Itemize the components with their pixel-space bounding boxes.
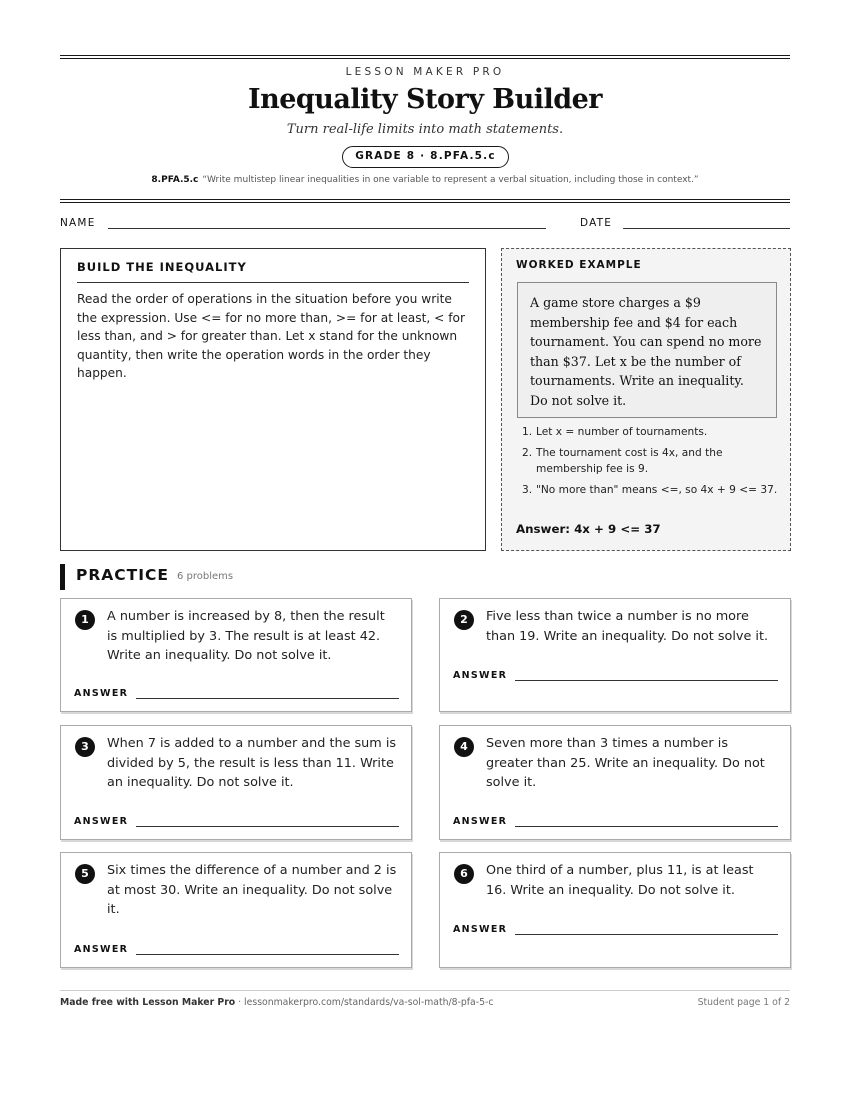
date-label: DATE xyxy=(580,217,613,229)
answer-label: ANSWER xyxy=(74,816,129,827)
answer-field[interactable] xyxy=(136,954,399,955)
footer-made-with: Made free with Lesson Maker Pro xyxy=(60,997,236,1008)
standard-code: 8.PFA.5.c xyxy=(151,175,199,185)
answer-field[interactable] xyxy=(136,826,399,827)
problem-card-4 xyxy=(439,725,791,840)
brand-name: LESSON MAKER PRO xyxy=(345,66,505,78)
problem-prompt: Six times the difference of a number and 2 is at most 30. Write an inequality. Do not solve it. xyxy=(107,863,397,917)
footer-credit xyxy=(60,997,494,1008)
example-steps xyxy=(516,424,778,503)
problem-card-1 xyxy=(60,598,412,712)
answer-label: ANSWER xyxy=(74,944,129,955)
answer-label: ANSWER xyxy=(453,670,508,681)
problem-card-5 xyxy=(60,852,412,968)
name-label: NAME xyxy=(60,217,96,229)
example-step: 1. Let x = number of tournaments. xyxy=(522,426,708,438)
practice-accent-bar xyxy=(60,564,65,590)
footer-page-number: Student page 1 of 2 xyxy=(697,997,790,1008)
problem-card-6 xyxy=(439,852,791,968)
build-inequality-box xyxy=(60,248,486,551)
example-step: 2. The tournament cost is 4x, and the membership fee is 9. xyxy=(522,447,723,475)
answer-field[interactable] xyxy=(515,934,778,935)
name-field[interactable] xyxy=(108,228,546,229)
answer-label: ANSWER xyxy=(453,924,508,935)
problem-card-2 xyxy=(439,598,791,712)
problem-number: 4 xyxy=(454,737,474,757)
page-title: Inequality Story Builder xyxy=(247,84,603,115)
problem-card-3 xyxy=(60,725,412,840)
problem-number: 6 xyxy=(454,864,474,884)
build-heading-rule xyxy=(77,282,469,283)
answer-field[interactable] xyxy=(515,826,778,827)
problem-number: 3 xyxy=(75,737,95,757)
answer-label: ANSWER xyxy=(74,688,129,699)
example-answer: Answer: 4x + 9 <= 37 xyxy=(516,522,661,536)
header-top-rule xyxy=(60,55,790,59)
problem-prompt: When 7 is added to a number and the sum is divided by 5, the result is less than 11. Write an inequality. Do not solve it. xyxy=(107,736,397,790)
practice-count: 6 problems xyxy=(177,571,234,582)
grade-badge: GRADE 8 · 8.PFA.5.c xyxy=(342,146,509,168)
header-bottom-rule xyxy=(60,199,790,203)
problem-prompt: A number is increased by 8, then the result is multiplied by 3. The result is at least 42. Write an inequality. Do not solve it. xyxy=(107,609,385,663)
problem-prompt: One third of a number, plus 11, is at least 16. Write an inequality. Do not solve it. xyxy=(486,863,754,898)
problem-number: 2 xyxy=(454,610,474,630)
example-story: A game store charges a $9 membership fee and $4 for each tournament. You can spend no more than $37. Let x be the number of tournaments. Write an inequality. Do not solve it. xyxy=(517,282,777,418)
page-subtitle: Turn real-life limits into math statements. xyxy=(286,122,564,137)
problem-number: 5 xyxy=(75,864,95,884)
practice-title: PRACTICE xyxy=(76,566,169,584)
footer-rule xyxy=(60,990,790,991)
example-step: 3. "No more than" means <=, so 4x + 9 <= 37. xyxy=(522,484,778,496)
problem-prompt: Seven more than 3 times a number is greater than 25. Write an inequality. Do not solve it. xyxy=(486,736,765,790)
example-heading: WORKED EXAMPLE xyxy=(516,259,642,271)
standard-description xyxy=(60,175,790,185)
worked-example-box xyxy=(501,248,791,551)
footer-url[interactable]: · lessonmakerpro.com/standards/va-sol-math/8-pfa-5-c xyxy=(235,997,494,1008)
answer-field[interactable] xyxy=(515,680,778,681)
answer-label: ANSWER xyxy=(453,816,508,827)
problem-prompt: Five less than twice a number is no more than 19. Write an inequality. Do not solve it. xyxy=(486,609,769,644)
problem-number: 1 xyxy=(75,610,95,630)
answer-field[interactable] xyxy=(136,698,399,699)
build-instructions: Read the order of operations in the situation before you write the expression. Use <= for no more than, >= for at least, < for less than, and > for greater than. Let x stand for the unknown quantity, then write the operation words in the order they happen. xyxy=(77,292,465,380)
standard-text: “Write multistep linear inequalities in one variable to represent a verbal situation, including those in context.” xyxy=(202,175,699,185)
build-heading: BUILD THE INEQUALITY xyxy=(77,260,247,274)
date-field[interactable] xyxy=(623,228,790,229)
